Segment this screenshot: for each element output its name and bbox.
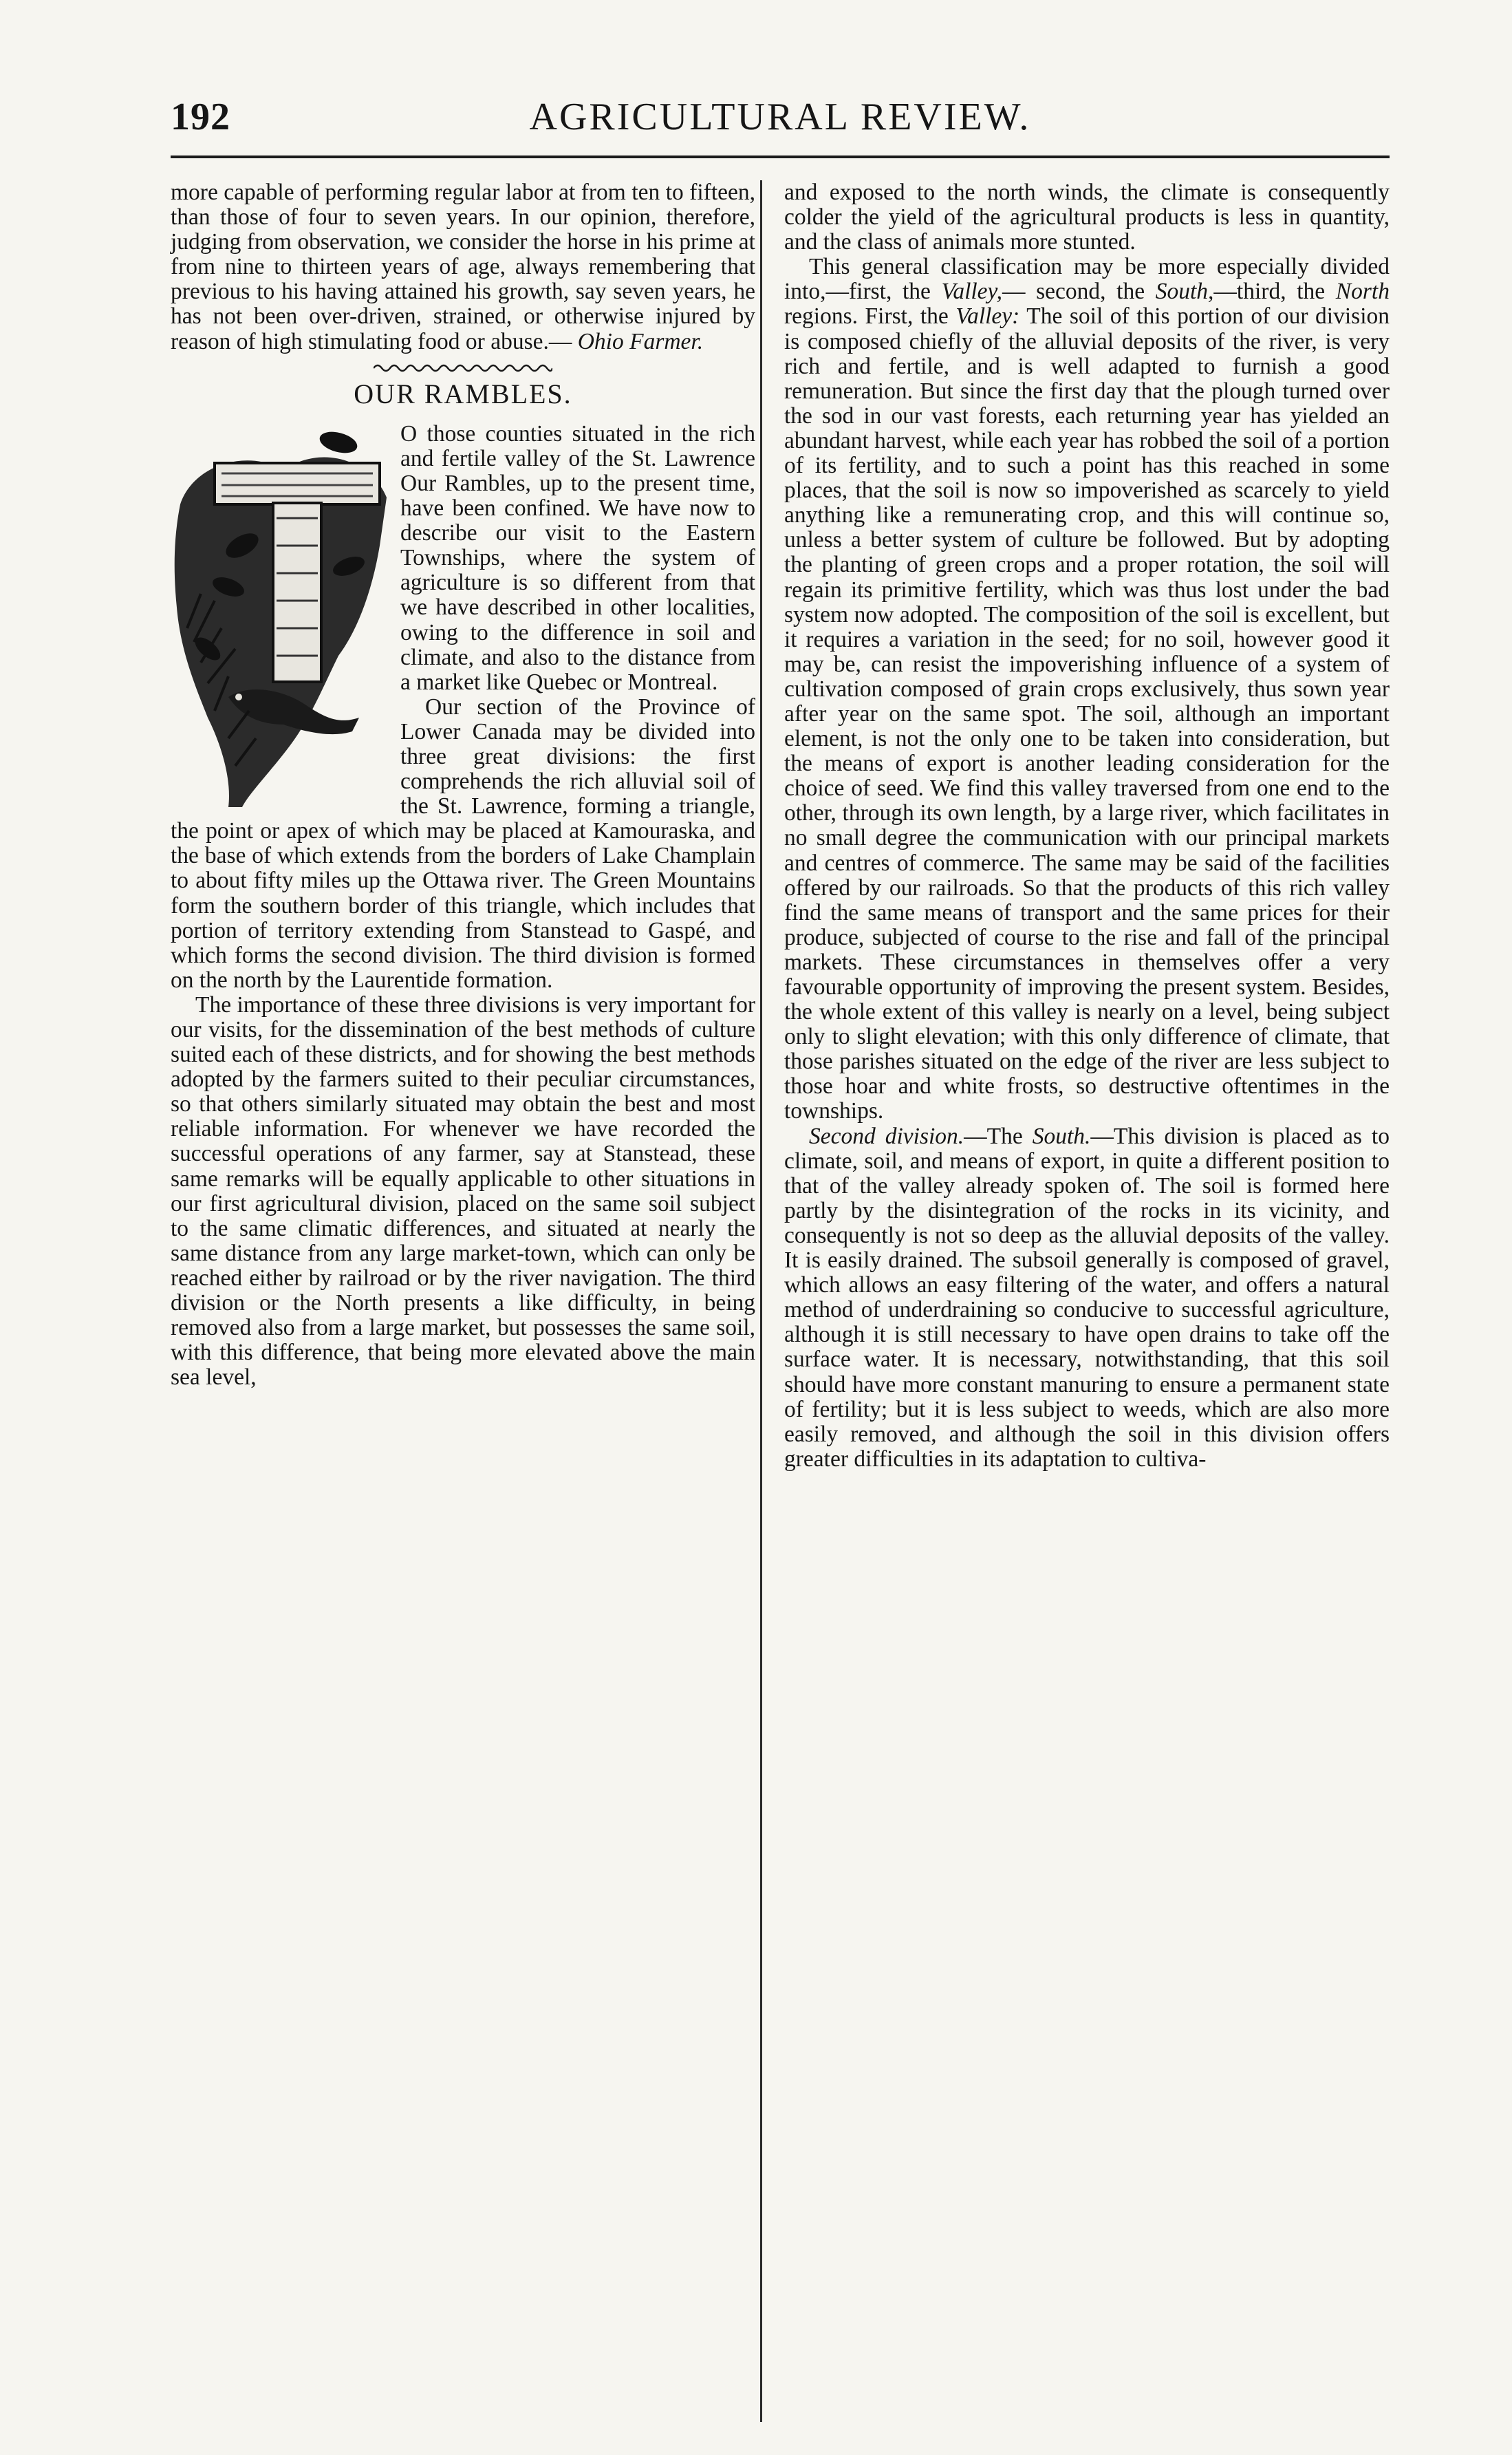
valley-text-b: — second, the	[1002, 279, 1156, 305]
importance-divisions-paragraph: The importance of these three divisions is very important for our visits, for the dissemination of the best methods of culture suited each of these districts, and for showing the best methods adopted by the farmers suited to their peculiar circumstances, so that others similarly situated may obtain the best and most reliable information. For whenever we have recorded the successful operations of any farmer, say at Stanstead, these same remarks will be equally applicable to other situations in our first agricultural division, placed on the same soil subject to the same climatic differences, and situated at nearly the same distance from any large market-town, which can only be reached either by railroad or by the river navigation. The third division or the North presents a like difficulty, in being removed also from a large market, but possesses the same soil, with this difference, that being more elevated above the main sea level,	[171, 991, 756, 1391]
wavy-rule-ornament-icon	[171, 361, 755, 378]
south-term-2: South.	[1032, 1123, 1091, 1149]
section-heading: OUR RAMBLES.	[354, 378, 572, 409]
north-term: North	[1335, 279, 1390, 305]
right-column	[784, 180, 1390, 1472]
valley-text-d: regions. First, the	[784, 303, 956, 330]
valley-region-paragraph	[784, 255, 1390, 1124]
province-divisions-paragraph: Our section of the Province of Lower Canada may be divided into three great divisions: the first comprehends the rich alluvial soil of the St. Lawrence, forming a triangle, the point or apex of which may be placed at Kamouraska, and the base of which extends from the borders of Lake Champlain to about fifty miles up the Ottawa river. The Green Mountains form the southern border of this triangle, which includes that portion of territory extending from Stanstead to Gaspé, and which forms the second division. The third division is formed on the north by the Laurentide formation.	[171, 694, 755, 993]
source-signature: Ohio Farmer.	[577, 328, 704, 354]
climate-continuation-paragraph: and exposed to the north winds, the climate is consequently colder the yield of the agricultural products is less in quantity, and the class of animals more stunted.	[784, 180, 1390, 255]
header-rule	[171, 156, 1390, 158]
south-term: South,	[1155, 279, 1214, 305]
horse-age-text: more capable of performing regular labor at from ten to fifteen, than those of four to seven years. In our opinion, therefore, judging from observation, we consider the horse in his prime at from nine to thirteen years of age, always remembering that previous to his having attained his growth, say seven years, he has not been over-driven, strained, or otherwise injured by reason of high stimulating food or abuse.—	[171, 180, 755, 354]
page-number: 192	[171, 96, 230, 138]
valley-text-a: This general classification may be more especially divided into,—first, the	[784, 254, 1390, 305]
page-header	[171, 95, 1390, 150]
second-division-dash: —The	[964, 1123, 1033, 1149]
valley-text-e: The soil of this portion of our division is composed chiefly of the alluvial deposits of the river, is very rich and fertile, and is well adapted to furnish a good remuneration. But since the first day that the plough turned over the sod in our vast forests, each returning year has yielded an abundant harvest, while each year has robbed the soil of a portion of its fertility, and to such a point has this reached in some places, that the soil is now so impoverished as scarcely to yield anything like a remunerating crop, and this will continue so, unless a better system of culture be followed. But by adopting the planting of green crops and a proper rotation, the soil will regain its primitive fertility, which was thus lost under the bad system now adopted. The composition of the soil is excellent, but it requires a variation in the seed; for no soil, however good it may be, can resist the impoverishing influence of a system of cultivation composed of grain crops exclusively, thus sown year after year on the same spot. The soil, although an important element, is not the only one to be taken into consideration, but the means of export is another leading consideration for the choice of seed. We find this valley traversed from one end to the other, through its own length, by a large river, which facilitates in no small degree the communication with our principal markets and centres of commerce. The same may be said of the facilities offered by our railroads. So that the products of this rich valley find the same means of transport and the same prices for their produce, subjected of course to the rise and fall of the principal markets. These circumstances in themselves offer a very favourable opportunity of improving the present system. Besides, the whole extent of this valley is nearly on a level, being subject only to slight elevation; with this only difference of climate, that those parishes situated on the edge of the river are less subject to those hoar and white frosts, so destructive oftentimes in the townships.	[784, 303, 1390, 1124]
left-column	[171, 180, 755, 1390]
second-division-text: —This division is placed as to climate, soil, and means of export, in quite a different position to that of the valley already spoken of. The soil is formed here partly by the disintegration of the rocks in its vicinity, and consequently is not so deep as the alluvial deposits of the valley. It is easily drained. The subsoil generally is composed of gravel, which allows an easy filtering of the water, and offers a natural method of underdraining so conducive to successful agriculture, although it is still necessary to have open drains to take off the surface water. It is necessary, notwithstanding, that this soil should have more constant manuring to ensure a permanent state of fertility; but it is less subject to weeds, which are also more easily removed, and although the soil in this division offers greater difficulties in its adaptation to cultiva-	[784, 1123, 1390, 1472]
horse-age-paragraph	[171, 180, 755, 354]
valley-term: Valley,	[941, 279, 1002, 305]
engraved-initial-t-vignette-icon	[166, 422, 393, 807]
second-division-paragraph	[784, 1124, 1390, 1472]
second-division-label: Second division.	[809, 1123, 964, 1149]
running-title: AGRICULTURAL REVIEW.	[529, 96, 1031, 138]
column-divider	[760, 180, 762, 2422]
valley-text-c: —third, the	[1213, 279, 1336, 305]
our-rambles-intro-paragraph: O those counties situated in the rich and fertile valley of the St. Lawrence Our Rambles, up to the present time, have been confined. We have now to describe our visit to the Eastern Townships, where the system of agriculture is so different from that we have described in other localities, owing to the difference in soil and climate, and also to the distance from a market like Quebec or Montreal.	[400, 420, 755, 695]
valley-term-2: Valley:	[955, 303, 1020, 330]
